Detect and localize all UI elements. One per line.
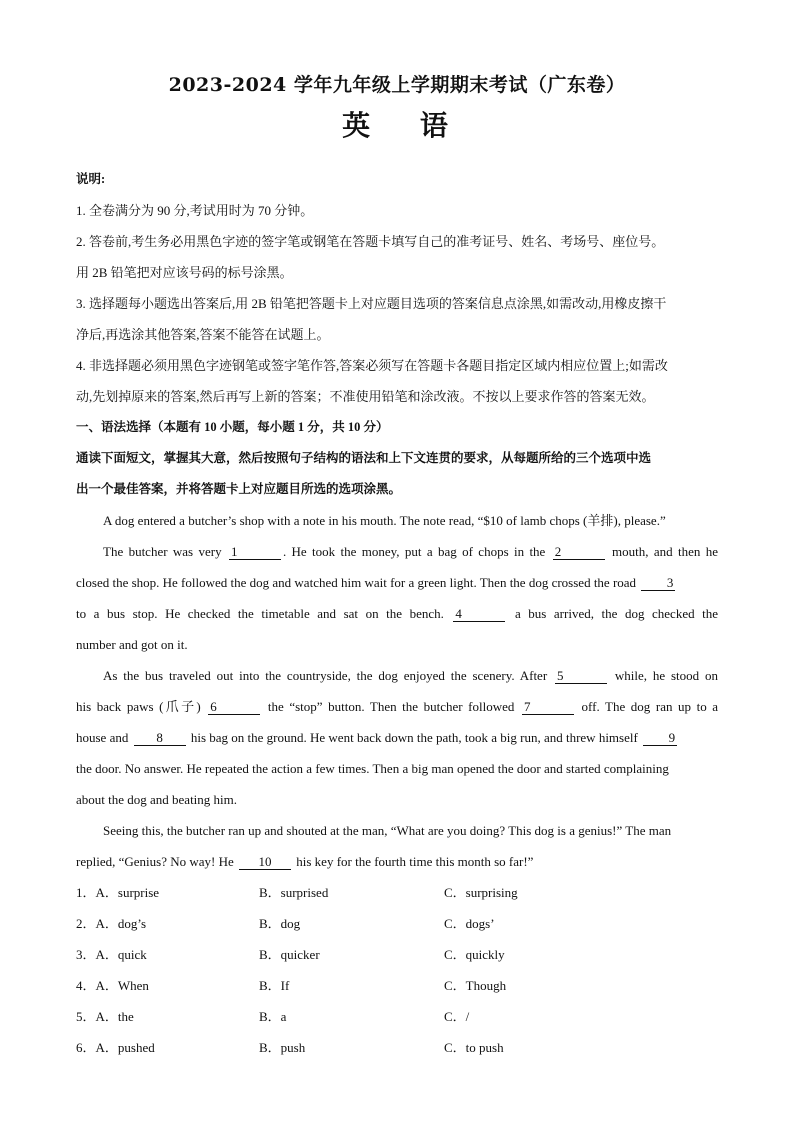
option-c: C．surprising xyxy=(444,885,518,900)
blank-2: 2 xyxy=(553,544,605,560)
option-row xyxy=(76,1032,718,1063)
instructions-label: 说明: xyxy=(76,172,106,186)
passage-text: A dog entered a butcher’s shop with a note in his mouth. The note read, “$10 of lamb chops (羊排), please.” xyxy=(103,513,666,528)
blank-8: 8 xyxy=(134,730,186,746)
passage-text: Seeing this, the butcher ran up and shouted at the man, “What are you doing? This dog is a genius!” The man xyxy=(103,823,672,838)
passage-line xyxy=(76,753,718,784)
passage-text: a bus arrived, the dog checked the xyxy=(514,606,718,621)
option-row xyxy=(76,1001,718,1032)
options-list xyxy=(76,877,718,1063)
passage-text: to a bus stop. He checked the timetable and sat on the bench. xyxy=(76,606,444,621)
passage-line xyxy=(76,660,718,691)
option-a: 1．A．surprise xyxy=(76,885,160,900)
passage-text: replied, “Genius? No way! He xyxy=(76,854,234,869)
passage-text: while, he stood on xyxy=(614,668,718,683)
option-row xyxy=(76,939,718,970)
passage-line xyxy=(76,598,718,629)
instruction-line: 1. 全卷满分为 90 分,考试用时为 70 分钟。 xyxy=(76,203,314,218)
passage-text: . He took the money, put a bag of chops in the xyxy=(282,544,546,559)
option-a: 2．A．dog’s xyxy=(76,916,147,931)
blank-9: 9 xyxy=(643,730,677,746)
passage-text: the door. No answer. He repeated the action a few times. Then a big man opened the door and started complaining xyxy=(76,761,669,776)
option-a: 6．A．pushed xyxy=(76,1040,155,1055)
passage-line xyxy=(76,691,718,722)
passage-text: number and got on it. xyxy=(76,637,188,652)
option-a: 3．A．quick xyxy=(76,947,147,962)
option-c: C．quickly xyxy=(444,947,505,962)
option-row xyxy=(76,970,718,1001)
instruction-line: 净后,再选涂其他答案,答案不能答在试题上。 xyxy=(76,327,330,342)
exam-body xyxy=(76,164,718,1063)
passage-line xyxy=(76,846,718,877)
instruction-line: 动,先划掉原来的答案,然后再写上新的答案；不准使用铅笔和涂改液。不按以上要求作答的答案无效。 xyxy=(76,389,655,404)
passage-text: his key for the fourth time this month so far!” xyxy=(296,854,534,869)
blank-1: 1 xyxy=(229,544,281,560)
exam-title: 2023-2024 学年九年级上学期期末考试（广东卷） xyxy=(168,74,626,96)
option-row xyxy=(76,877,718,908)
passage-line xyxy=(76,722,718,753)
instruction-line: 2. 答卷前,考生务必用黑色字迹的签字笔或钢笔在答题卡填写自己的准考证号、姓名、考场号、座位号。 xyxy=(76,234,665,249)
passage-line xyxy=(76,505,718,536)
passage-text: mouth, and then he xyxy=(612,544,718,559)
blank-4: 4 xyxy=(453,606,505,622)
instruction-line: 4. 非选择题必须用黑色字迹钢笔或签字笔作答,答案必须写在答题卡各题目指定区域内相应位置上;如需改 xyxy=(76,358,668,373)
passage-text: The butcher was very xyxy=(103,544,222,559)
instruction-line: 用 2B 铅笔把对应该号码的标号涂黑。 xyxy=(76,265,293,280)
option-c: C．/ xyxy=(444,1009,470,1024)
option-c: C．to push xyxy=(444,1040,504,1055)
blank-5: 5 xyxy=(555,668,607,684)
passage-text: house and xyxy=(76,730,129,745)
passage-line xyxy=(76,784,718,815)
option-b: B．quicker xyxy=(259,947,320,962)
option-b: B．If xyxy=(259,978,290,993)
section-heading: 一、语法选择（本题有 10 小题，每小题 1 分，共 10 分） xyxy=(76,420,389,434)
passage-text: off. The dog ran up to a xyxy=(581,699,718,714)
option-b: B．dog xyxy=(259,916,301,931)
passage-line xyxy=(76,629,718,660)
passage-text: the “stop” button. Then the butcher followed xyxy=(267,699,515,714)
option-c: C．dogs’ xyxy=(444,916,495,931)
passage-text: closed the shop. He followed the dog and watched him wait for a green light. Then the dog crossed the road xyxy=(76,575,637,590)
option-b: B．a xyxy=(259,1009,287,1024)
section-directions: 出一个最佳答案，并将答题卡上对应题目所选的选项涂黑。 xyxy=(76,482,402,496)
passage-line xyxy=(76,567,718,598)
passage-text: his back paws (爪子) xyxy=(76,699,201,714)
option-a: 4．A．When xyxy=(76,978,149,993)
passage-text: his bag on the ground. He went back down the path, took a big run, and threw himself xyxy=(190,730,638,745)
blank-10: 10 xyxy=(239,854,291,870)
section-directions: 通读下面短文，掌握其大意，然后按照句子结构的语法和上下文连贯的要求，从每题所给的三个选项中选 xyxy=(76,451,652,465)
subject-title: 英 语 xyxy=(342,109,468,142)
passage-line xyxy=(76,815,718,846)
blank-7: 7 xyxy=(522,699,574,715)
option-b: B．push xyxy=(259,1040,306,1055)
option-b: B．surprised xyxy=(259,885,329,900)
instruction-line: 3. 选择题每小题选出答案后,用 2B 铅笔把答题卡上对应题目选项的答案信息点涂黑,如需改动,用橡皮擦干 xyxy=(76,296,667,311)
option-row xyxy=(76,908,718,939)
option-c: C．Though xyxy=(444,978,507,993)
blank-3: 3 xyxy=(641,575,675,591)
passage-line xyxy=(76,536,718,567)
option-a: 5．A．the xyxy=(76,1009,134,1024)
blank-6: 6 xyxy=(208,699,260,715)
passage-text: As the bus traveled out into the countryside, the dog enjoyed the scenery. After xyxy=(103,668,548,683)
passage-text: about the dog and beating him. xyxy=(76,792,238,807)
